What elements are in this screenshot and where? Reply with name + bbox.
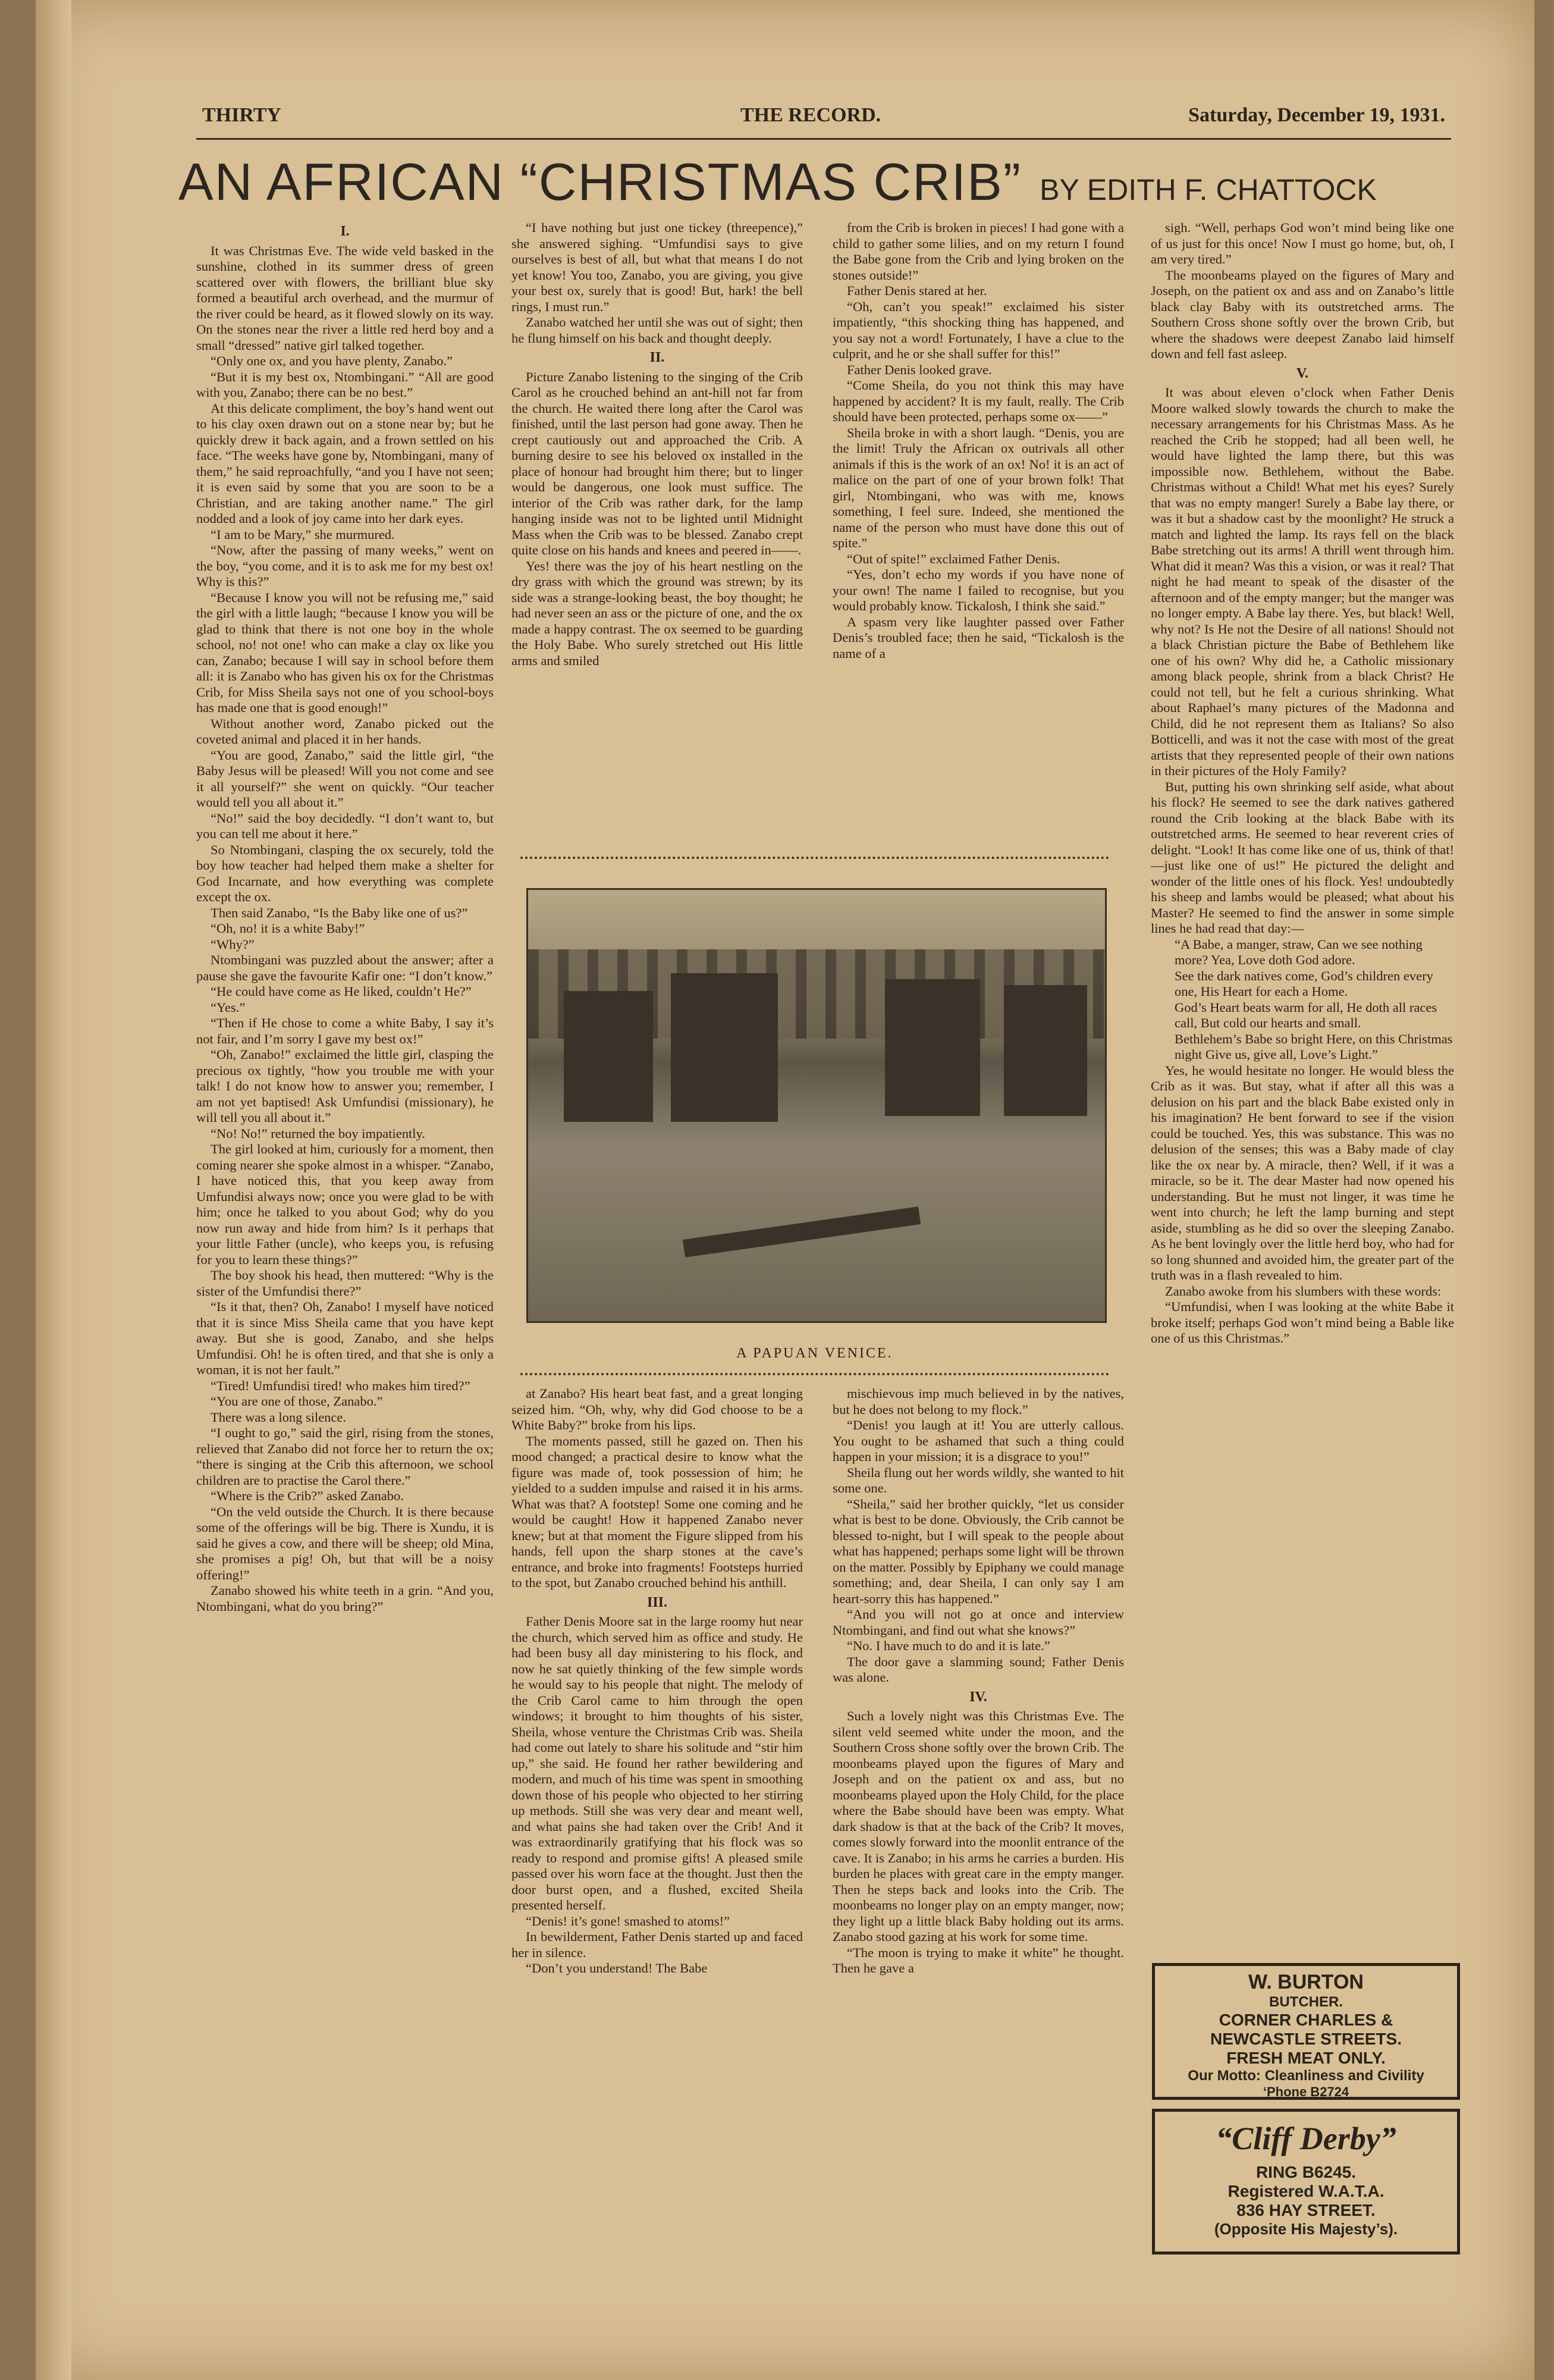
verse-stanza: Bethlehem’s Babe so bright Here, on this Christmas night Give us, give all, Love’s Light.”	[1175, 1031, 1453, 1062]
article-title	[178, 152, 1463, 223]
ad-line: RING B6245.	[1255, 2163, 1357, 2181]
paragraph: “Sheila,” said her brother quickly, “let us consider what is best to be done. Obviously, the Crib cannot be blessed to-night, but I will speak to the people about what has happened; perhaps some light will be thrown on the matter. Possibly by Epiphany we could manage something; and, dear Sheila, I can only say I am heart-sorry this has happened.”	[833, 1496, 1124, 1606]
photo-canoe	[683, 1206, 921, 1257]
ad-line: “Cliff Derby”	[1216, 2121, 1396, 2156]
paragraph: “I am to be Mary,” she murmured.	[211, 526, 395, 542]
paragraph: The moonbeams played on the figures of Mary and Joseph, on the patient ox and ass and on Zanabo’s little black clay Baby with its outstretched arms. The Southern Cross shone softly over the brown Crib, but where the shadows were deepest Zanabo laid himself down and fell fast asleep.	[1151, 267, 1454, 361]
paragraph: “Denis! you laugh at it! You are utterly callous. You ought to be ashamed that such a thing could happen in your mission; it is a disgrace to you!”	[833, 1418, 1124, 1464]
paragraph: “But it is my best ox, Ntombingani.” “All are good with you, Zanabo; there can be no best.”	[196, 369, 494, 400]
paragraph: Father Denis stared at her.	[847, 283, 987, 298]
paragraph: “Oh, no! it is a white Baby!”	[211, 921, 365, 936]
verse-stanza: See the dark natives come, God’s children every one, His Heart for each a Home.	[1175, 968, 1433, 999]
paragraph: In bewilderment, Father Denis started up and faced her in silence.	[511, 1929, 803, 1960]
ad-line: 836 HAY STREET.	[1236, 2201, 1376, 2219]
paragraph: A spasm very like laughter passed over Father Denis’s troubled face; then he said, “Tickalosh is the name of a	[833, 614, 1124, 661]
byline: BY EDITH F. CHATTOCK	[1040, 173, 1377, 206]
paragraph: Yes, he would hesitate no longer. He would bless the Crib as it was. But stay, what if after all this was a delusion on his part and the black Babe existed only in his imagination? He bent forward to see if the vision could be touched. Yes, this was substance. This was no delusion of the senses; this was a Baby made of clay like the ox near by. A miracle, then? Well, if it was a miracle, so be it. The dear Master had now opened his understanding. But he must not linger, it was time he went into church; he left the lamp burning and stept aside, stumbling as he did so over the sleeping Zanabo. As he bent lovingly over the little herd boy, who had for so long shunned and avoided him, the greater part of the truth was in a flash revealed to him.	[1151, 1062, 1454, 1282]
photo-bottom-rule	[520, 1373, 1109, 1375]
photo-caption: A PAPUAN VENICE.	[736, 1346, 893, 1361]
paragraph: “I have nothing but just one tickey (threepence),” she answered sighing. “Umfundisi says to give ourselves is best of all, but what that means I do not yet know! You too, Zanabo, you are giving, you give your best ox, surely that is good! But, hark! the bell rings, I must run.”	[511, 220, 803, 314]
photo-hut	[671, 973, 778, 1122]
paragraph: Picture Zanabo listening to the singing of the Crib Carol as he crouched behind an ant-hill not far from the church. He waited there long after the Carol was finished, until the last person had gone away. Then he crept cautiously out and approached the Crib. A burning desire to see his beloved ox installed in the place of honour had brought him there; but to linger would be dangerous, one look must suffice. The interior of the Crib was rather dark, for the lamp hanging inside was not to be lighted until Midnight Mass when the Crib was to be blessed. Zanabo crept quite close on his hands and knees and peered in——.	[511, 369, 803, 557]
ad-line: CORNER CHARLES &	[1219, 2011, 1393, 2029]
advert-cliff-derby	[1152, 2109, 1460, 2254]
ad-line: NEWCASTLE STREETS.	[1210, 2030, 1402, 2048]
paragraph: The girl looked at him, curiously for a moment, then coming nearer she spoke almost in a whisper. “Zanabo, I have noticed this, that you keep away from Umfundisi always now; once you were glad to be with him; once he talked to you about God; why do you now run away and hide from him? Is it perhaps that your little Father (uncle), who keeps you, is refusing for you to learn these things?”	[196, 1142, 494, 1267]
paragraph: “Yes, don’t echo my words if you have none of your own! The name I failed to recognise, but you would probably know. Tickalosh, I think she said.”	[833, 567, 1124, 613]
ad-line: FRESH MEAT ONLY.	[1226, 2049, 1386, 2067]
paper-name: THE RECORD.	[740, 104, 881, 126]
paragraph: Sheila broke in with a short laugh. “Denis, you are the limit! Truly the African ox outrivals all other animals if this is the work of an ox! No! it is an act of malice on the part of one of your brown folk! That girl, Ntombingani, who was with me, knows something, I feel sure. Indeed, she mentioned the name of the person who must have done this out of spite.”	[833, 425, 1124, 550]
page-number: THIRTY	[202, 104, 281, 126]
paragraph: The door gave a slamming sound; Father Denis was alone.	[833, 1654, 1124, 1685]
paragraph: Zanabo showed his white teeth in a grin. “And you, Ntombingani, what do you bring?”	[196, 1583, 494, 1614]
paragraph: at Zanabo? His heart beat fast, and a great longing seized him. “Oh, why, why did God choose to be a White Baby?” broke from his lips.	[511, 1386, 803, 1432]
section-heading: II.	[649, 350, 665, 365]
paragraph: “Why?”	[211, 936, 255, 952]
paragraph: “He could have come as He liked, couldn’t He?”	[211, 984, 472, 999]
page-fold	[36, 0, 71, 2380]
paragraph: Sheila flung out her words wildly, she wanted to hit some one.	[833, 1465, 1124, 1495]
photo-hut	[564, 991, 653, 1122]
verse-stanza: “A Babe, a manger, straw, Can we see nothing more? Yea, Love doth God adore.	[1175, 936, 1423, 967]
paragraph: mischievous imp much believed in by the natives, but he does not belong to my flock.”	[833, 1386, 1124, 1417]
paragraph: “Don’t you understand! The Babe	[526, 1961, 708, 1976]
section-heading: III.	[646, 1594, 668, 1610]
column-4	[1151, 220, 1454, 1963]
paragraph: Ntombingani was puzzled about the answer; after a pause she gave the favourite Kafir one: “I don’t know.”	[196, 952, 494, 983]
column-2-top	[511, 220, 803, 845]
headline: AN AFRICAN “CHRISTMAS CRIB”	[178, 152, 1022, 211]
paragraph: Father Denis looked grave.	[847, 362, 992, 377]
paragraph: Zanabo awoke from his slumbers with these words:	[1165, 1283, 1442, 1299]
photo-top-rule	[520, 857, 1109, 859]
paragraph: The moments passed, still he gazed on. Then his mood changed; a practical desire to know what the figure was made of, took possession of him; he yielded to a sudden impulse and raised it in his arms. What was that? A footstep! Some one coming and he would be caught! How it happened Zanabo never knew; but at that moment the Figure slipped from his hands, fell upon the sharp stones at the cave’s entrance, and broke into fragments! Footsteps hurried to the spot, but Zanabo crouched behind his anthill.	[511, 1433, 803, 1590]
paragraph: Father Denis Moore sat in the large roomy hut near the church, which served him as office and study. He had been busy all day ministering to his flock, and now he sat quietly thinking of the few simple words he would say to his people that night. The melody of the Crib Carol came to him through the open windows; it brought to him thoughts of his sister, Sheila, whose venture the Christmas Crib was. Sheila had come out lately to share his solitude and “stir him up,” she said. He found her rather bewildering and modern, and much of his time was spent in smoothing down those of his people who objected to her stirring up methods. Still she was very dear and meant well, and what pains she had taken over the Crib! And it was extraordinarily gratifying that his flock was so ready to respond and promise gifts! A pleased smile passed over his worn face at the thought. Just then the door burst open, and a flushed, excited Sheila presented herself.	[511, 1614, 803, 1912]
paragraph: “Yes.”	[211, 999, 246, 1015]
paragraph: Yes! there was the joy of his heart nestling on the dry grass with which the ground was strewn; by its side was a strange-looking beast, the boy thought; he had never seen an ass or the picture of one, and the ox made a happy contrast. The ox seemed to be guarding the Holy Babe. Who surely stretched out His little arms and smiled	[511, 558, 803, 668]
section-heading: V.	[1296, 365, 1309, 381]
paragraph: “No. I have much to do and it is late.”	[847, 1638, 1050, 1653]
ad-line: (Opposite His Majesty’s).	[1214, 2220, 1398, 2238]
paragraph: “No! No!” returned the boy impatiently.	[211, 1125, 425, 1141]
issue-date: Saturday, December 19, 1931.	[1188, 104, 1445, 126]
paragraph: “Denis! it’s gone! smashed to atoms!”	[526, 1913, 730, 1929]
header-rule	[196, 138, 1451, 140]
paragraph: There was a long silence.	[211, 1409, 347, 1425]
ad-line: Registered W.A.T.A.	[1227, 2182, 1385, 2200]
photo-hut	[1004, 985, 1087, 1116]
paragraph: “Where is the Crib?” asked Zanabo.	[211, 1488, 404, 1503]
paragraph: Then said Zanabo, “Is the Baby like one of us?”	[211, 905, 468, 920]
paragraph: Zanabo watched her until she was out of sight; then he flung himself on his back and thought deeply.	[511, 315, 803, 346]
ad-line: BUTCHER.	[1269, 1994, 1343, 2010]
paragraph: At this delicate compliment, the boy’s hand went out to his clay oxen drawn out on a stone near by; but he quickly drew it back again, and a frown settled on his face. “The weeks have gone by, Ntombingani, many of them,” he said reproachfully, “and you I have not seen; it is even said by some that you are soon to be a Christian, and are taking another name.” The girl nodded and a look of joy came into her dark eyes.	[196, 400, 494, 526]
column-3-top	[833, 220, 1124, 845]
ad-line: Our Motto: Cleanliness and Civility	[1188, 2068, 1424, 2084]
section-heading: I.	[340, 224, 350, 239]
photo-hut	[885, 979, 980, 1116]
ad-line: ‘Phone B2724	[1263, 2084, 1349, 2099]
paragraph: The boy shook his head, then muttered: “Why is the sister of the Umfundisi there?”	[196, 1268, 494, 1299]
paragraph: “You are good, Zanabo,” said the little girl, “the Baby Jesus will be pleased! Will you not come and see it all yourself?” she went on quickly. “Our teacher would tell you all about it.”	[196, 747, 494, 810]
paragraph: Such a lovely night was this Christmas Eve. The silent veld seemed white under the moon, and the Southern Cross shone softly over the brown Crib. The moonbeams played upon the figures of Mary and Joseph and on the patient ox and ass, but no moonbeams played upon the Holy Child, for the place where the Babe should have been was empty. What dark shadow is that at the back of the Crib? It moves, comes slowly forward into the moonlit entrance of the cave. It is Zanabo; in his arms he carries a burden. His burden he places with great care in the empty manger. Then he steps back and looks into the Crib. The moonbeams no longer play on an empty manger, now; they light up a little black Baby holding out its arms. Zanabo stood gazing at his work for some time.	[833, 1708, 1124, 1944]
paragraph: “Tired! Umfundisi tired! who makes him tired?”	[211, 1378, 470, 1393]
column-3-bottom	[833, 1386, 1124, 2094]
paragraph: “You are one of those, Zanabo.”	[211, 1394, 383, 1409]
paragraph: “Because I know you will not be refusing me,” said the girl with a little laugh; “because I know you will be glad to think that there is not one boy in the whole school, no! not one! who can make a clay ox like you can, Zanabo; because I will say in school before them all: it is Zanabo who has given his ox for the Christmas Crib, for Miss Sheila says not one of you school-boys has made one that is good enough!”	[196, 589, 494, 715]
paragraph: “Only one ox, and you have plenty, Zanabo.”	[211, 353, 453, 368]
paragraph: “Oh, Zanabo!” exclaimed the little girl, clasping the precious ox tightly, “how you trouble me with your talk! I do not know how to answer you; remember, I am not yet baptised! Ask Umfundisi (missionary), he will tell you all about it.”	[196, 1047, 494, 1125]
page-header	[202, 104, 1445, 131]
paragraph: It was about eleven o’clock when Father Denis Moore walked slowly towards the church to make the necessary arrangements for his Christmas Mass. As he reached the Crib he stopped; had all been well, he would have lighted the lamp there, but this was impossible now. Bethlehem, without the Babe. Christmas without a Child! What met his eyes? Surely that was no empty manger! Surely a Babe lay there, or was it but a shadow cast by the moonlight? He struck a match and lighted the lamp. Its rays fell on the black Babe stretching out its arms! A thrill went through him. What did it mean? Was this a vision, or was it real? That night he had meant to speak of the disaster of the afternoon and of the empty manger; but the manger was no longer empty. A Babe lay there. Yes, but black! Well, why not? Is He not the Desire of all nations! Should not a black Christian picture the Babe of Bethlehem like one of his own? Why did he, a Catholic missionary among black people, shrink from a black Christ? He could not tell, but he felt a curious shrinking. What about Raphael’s many pictures of the Madonna and Child, did he not represent them as Italians? So also Botticelli, and was it not the case with most of the great artists that they represented people of their own nations in their pictures of the Holy Family?	[1151, 385, 1454, 778]
paragraph: “Come Sheila, do you not think this may have happened by accident? It is my fault, really. The Crib should have been protected, perhaps some ox——”	[833, 378, 1124, 424]
paragraph: from the Crib is broken in pieces! I had gone with a child to gather some lilies, and on my return I found the Babe gone from the Crib and lying broken on the stones outside!”	[833, 220, 1124, 283]
paragraph: “Now, after the passing of many weeks,” went on the boy, “you come, and it is to ask me for my best ox! Why is this?”	[196, 543, 494, 589]
paragraph: “Is it that, then? Oh, Zanabo! I myself have noticed that it is since Miss Sheila came that you have kept away. But she is good, Zanabo, and she helps Umfundisi. Oh! he is often tired, and that she is only a woman, it is not her fault.”	[196, 1299, 494, 1377]
verse-stanza: God’s Heart beats warm for all, He doth all races call, But cold our hearts and small.	[1175, 999, 1437, 1030]
paragraph: “Oh, can’t you speak!” exclaimed his sister impatiently, “this shocking thing has happened, and you say not a word! Fortunately, I have a clue to the culprit, and he or she shall suffer for this!”	[833, 299, 1124, 361]
paragraph: “On the veld outside the Church. It is there because some of the offerings will be big. There is Xundu, it is said he gives a cow, and there will be sheep; old Mina, she promises a pig! Oh, but that will be a noisy offering!”	[196, 1504, 494, 1582]
paragraph: “No!” said the boy decidedly. “I don’t want to, but you can tell me about it here.”	[196, 810, 494, 841]
column-2-bottom	[511, 1386, 803, 2094]
paragraph: “Then if He chose to come a white Baby, I say it’s not fair, and I’m sorry I gave my best ox!”	[196, 1015, 494, 1046]
paragraph: “I ought to go,” said the girl, rising from the stones, relieved that Zanabo did not force her to return the ox; “there is singing at the Crib this afternoon, we school children are to practise the Carol there.”	[196, 1425, 494, 1488]
paragraph: “The moon is trying to make it white” he thought. Then he gave a	[833, 1945, 1124, 1976]
section-heading: IV.	[969, 1689, 987, 1705]
paragraph: But, putting his own shrinking self aside, what about his flock? He seemed to see the dark natives gathered round the Crib looking at the black Babe with its outstretched arms. He seemed to hear reverent cries of delight. “Look! It has come like one of us, think of that!—just like one of us!” He pictured the delight and wonder of the little ones of his flock. Yes! undoubtedly his sheep and lambs would be pleased; what about his Master? He seemed to find the answer in some simple lines he had read that day:—	[1151, 779, 1454, 936]
paragraph: Without another word, Zanabo picked out the coveted animal and placed it in her hands.	[196, 716, 494, 747]
paragraph: “Out of spite!” exclaimed Father Denis.	[847, 551, 1060, 566]
paragraph: “Umfundisi, when I was looking at the white Babe it broke itself; perhaps God won’t mind being a Bable like one of us this Christmas.”	[1151, 1299, 1454, 1346]
paragraph: sigh. “Well, perhaps God won’t mind being like one of us just for this once! Now I must go home, but, oh, I am very tired.”	[1151, 220, 1454, 266]
column-1	[196, 220, 494, 2106]
paragraph: It was Christmas Eve. The wide veld basked in the sunshine, clothed in its summer dress of green scattered over with flowers, the brilliant blue sky formed a beautiful arch overhead, and the murmur of the river could be heard, as it flowed slowly on its way. On the stones near the river a little red herd boy and a small “dressed” native girl talked together.	[196, 243, 494, 353]
photo-papuan-village	[526, 888, 1107, 1323]
ad-line: W. BURTON	[1248, 1971, 1364, 1993]
paragraph: “And you will not go at once and interview Ntombingani, and find out what she knows?”	[833, 1607, 1124, 1638]
paragraph: So Ntombingani, clasping the ox securely, told the boy how teacher had helped them make a shelter for God Incarnate, and how everything was complete except the ox.	[196, 842, 494, 904]
advert-burton	[1152, 1963, 1460, 2100]
